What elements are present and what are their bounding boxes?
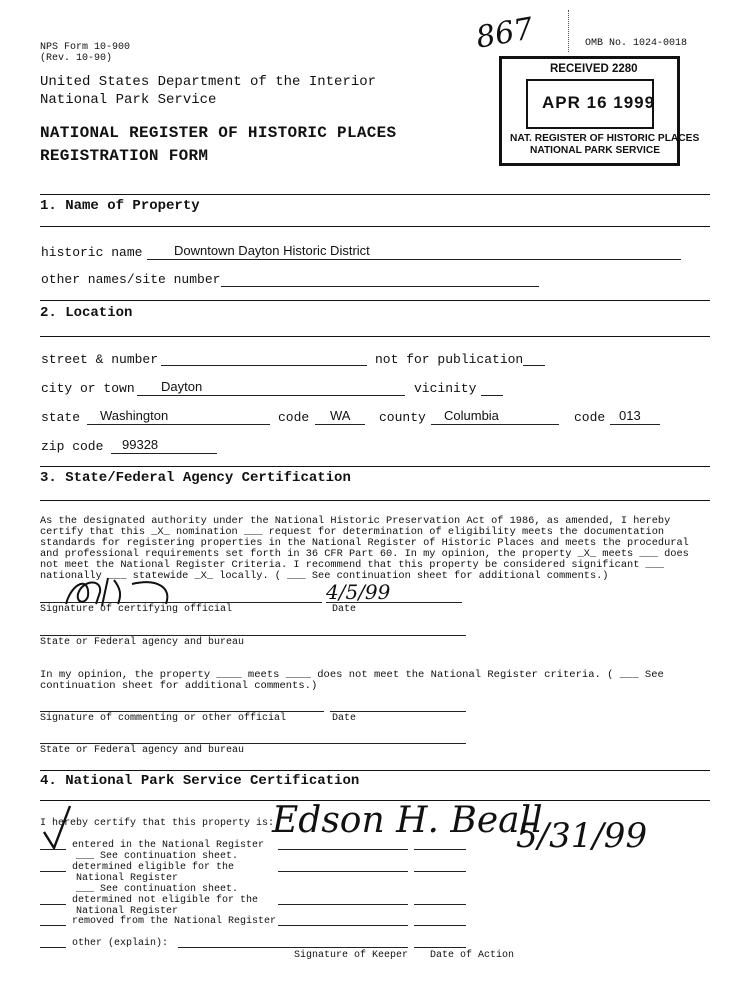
zip-line [111, 453, 217, 454]
stamp-office-line1: NAT. REGISTER OF HISTORIC PLACES [510, 133, 700, 144]
zip-field[interactable]: 99328 [122, 437, 159, 452]
other-blank[interactable] [40, 947, 66, 948]
received-stamp [499, 56, 700, 166]
item-removed: removed from the National Register [72, 916, 277, 927]
omb-number: OMB No. 1024-0018 [585, 38, 688, 49]
section-rule [40, 770, 710, 771]
stamp-received: RECEIVED 2280 [550, 63, 638, 75]
item-eligible-line1: determined eligible for the [72, 862, 235, 873]
county-code-label: code [574, 410, 606, 425]
keeper-date-line [414, 849, 466, 850]
item-see-continuation-1: ___ See continuation sheet. [76, 851, 239, 862]
county-code-field[interactable]: 013 [619, 408, 641, 423]
street-label: street & number [41, 352, 159, 367]
keeper-date-line [414, 904, 466, 905]
state-code-label: code [278, 410, 310, 425]
section2-heading: 2. Location [40, 305, 133, 321]
keeper-date-line [414, 947, 466, 948]
city-field[interactable]: Dayton [161, 379, 203, 394]
section3-heading: 3. State/Federal Agency Certification [40, 470, 351, 486]
item-other: other (explain): [72, 938, 169, 949]
historic-name-line [147, 259, 681, 260]
date-label: Date [332, 604, 357, 615]
state-line [87, 424, 270, 425]
keeper-line [278, 871, 408, 872]
state-field[interactable]: Washington [100, 408, 169, 423]
service-name: National Park Service [40, 92, 217, 108]
stamp-date-box [526, 79, 654, 129]
section-rule [40, 500, 710, 501]
item-see-continuation-2: ___ See continuation sheet. [76, 884, 239, 895]
certifying-signature-date: 4/5/99 [326, 580, 391, 604]
agency2-line [40, 743, 466, 744]
removed-blank[interactable] [40, 925, 66, 926]
action-date-label: Date of Action [430, 950, 515, 961]
opinion-text: In my opinion, the property ____ meets ____ does not meet the National Register criteria. ( ___ See continuation sheet for additional comments.) [40, 669, 664, 692]
section-rule [40, 194, 710, 195]
item-not-eligible-line2: National Register [76, 906, 179, 917]
entered-blank[interactable] [40, 849, 66, 850]
other-names-field[interactable] [221, 286, 539, 287]
section4-heading: 4. National Park Service Certification [40, 773, 360, 789]
form-id: NPS Form 10-900 [40, 42, 131, 53]
comment-date-line [330, 711, 466, 712]
keeper-line [278, 925, 408, 926]
keeper-date-line [414, 925, 466, 926]
vicinity-label: vicinity [414, 381, 477, 396]
certifying-date-line [326, 602, 462, 603]
other-explain-line[interactable] [178, 947, 408, 948]
item-eligible-line2: National Register [76, 873, 179, 884]
agency-line [40, 635, 466, 636]
item-not-eligible-line1: determined not eligible for the [72, 895, 259, 906]
street-field[interactable] [161, 365, 367, 366]
not-for-publication-label: not for publication [375, 352, 524, 367]
comment-date-label: Date [332, 713, 357, 724]
keeper-date-line [414, 871, 466, 872]
historic-name-field[interactable]: Downtown Dayton Historic District [174, 243, 370, 258]
department-name: United States Department of the Interior [40, 74, 377, 90]
action-date: 5/31/99 [516, 816, 648, 856]
section-rule [40, 300, 710, 301]
stamp-office-line2: NATIONAL PARK SERVICE [530, 145, 660, 156]
other-names-label: other names/site number [41, 272, 221, 287]
zip-label: zip code [41, 439, 104, 454]
city-label: city or town [41, 381, 135, 396]
certifying-signature-line [40, 602, 322, 603]
check-mark-icon [40, 804, 74, 850]
section-rule [40, 226, 710, 227]
certification-text: As the designated authority under the National Historic Preservation Act of 1986, as amended, I hereby certify that this _X_ nomination ___ request for determination of eligibility meets the documentation standards for registering properties in the National Register of Historic Places and meets the procedural and professional requirements set forth in 36 CFR Part 60. In my opinion, the property _X_ meets ___ does not meet the National Register Criteria. I recommend that this property be considered significant ___ nationally ___ statewide _X_ locally. ( ___ See continuation sheet for additional comments.) [40, 515, 689, 582]
state-label: state [41, 410, 81, 425]
section-rule [40, 466, 710, 467]
historic-name-label: historic name [41, 245, 143, 260]
vicinity-blank[interactable] [481, 395, 503, 396]
agency-label: State or Federal agency and bureau [40, 637, 245, 648]
not-for-publication-blank[interactable] [523, 365, 545, 366]
agency2-label: State or Federal agency and bureau [40, 745, 245, 756]
city-line [137, 395, 405, 396]
handwritten-reference-number: 867 [473, 11, 536, 56]
county-label: county [379, 410, 426, 425]
certify-text: I hereby certify that this property is: [40, 818, 275, 829]
comment-signature-label: Signature of commenting or other official [40, 713, 287, 724]
item-entered: entered in the National Register [72, 840, 265, 851]
signature-label: Signature of certifying official [40, 604, 233, 615]
stamp-date: APR 16 1999 [542, 93, 656, 112]
section1-heading: 1. Name of Property [40, 198, 200, 214]
form-title-line1: NATIONAL REGISTER OF HISTORIC PLACES [40, 124, 397, 142]
county-code-line [610, 424, 660, 425]
eligible-blank[interactable] [40, 871, 66, 872]
keeper-signature-label: Signature of Keeper [294, 950, 409, 961]
form-title-line2: REGISTRATION FORM [40, 147, 209, 165]
keeper-signature: Edson H. Beall [272, 800, 543, 841]
state-code-line [315, 424, 365, 425]
not-eligible-blank[interactable] [40, 904, 66, 905]
section-rule [40, 336, 710, 337]
form-revision: (Rev. 10-90) [40, 53, 113, 64]
county-field[interactable]: Columbia [444, 408, 499, 423]
margin-mark [568, 10, 569, 52]
county-line [431, 424, 559, 425]
comment-signature-line [40, 711, 324, 712]
keeper-line [278, 849, 408, 850]
keeper-line [278, 904, 408, 905]
state-code-field[interactable]: WA [330, 408, 351, 423]
